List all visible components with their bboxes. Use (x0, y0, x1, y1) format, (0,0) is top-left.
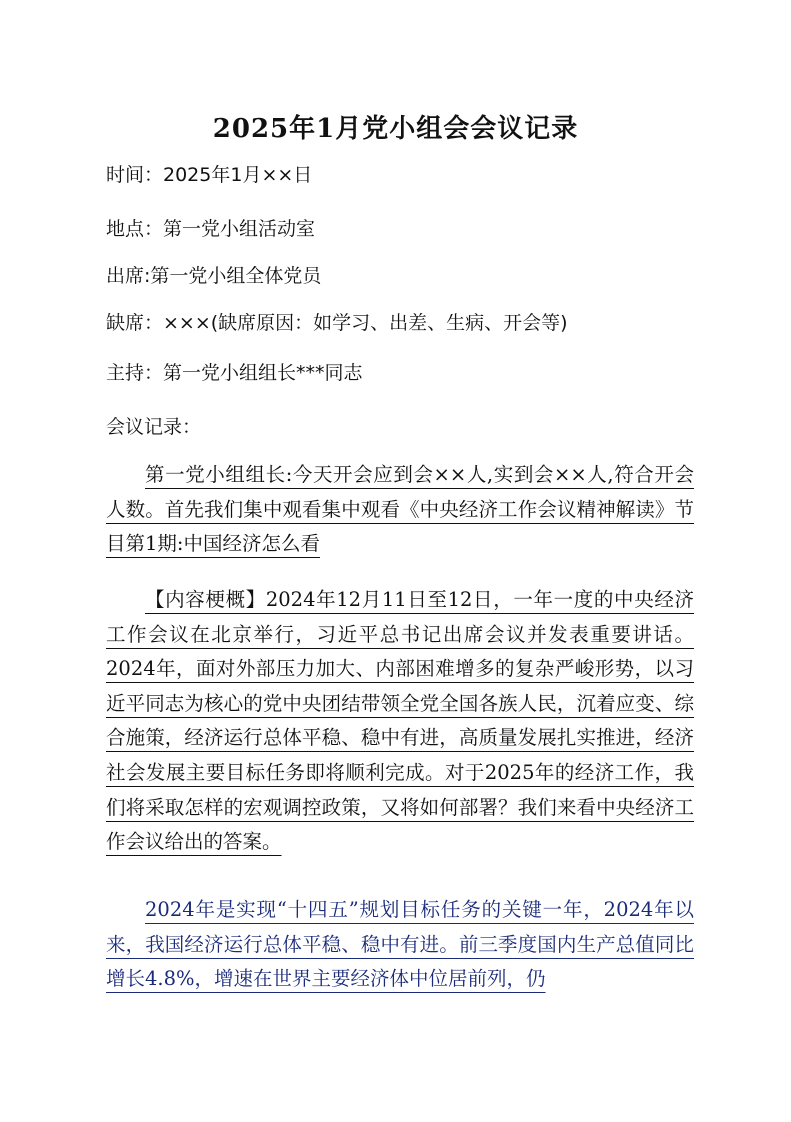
meeting-host: 主持：第一党小组组长***同志 (106, 362, 363, 384)
paragraph-opening (106, 458, 694, 562)
paragraph-economy (106, 893, 694, 997)
meeting-absent: 缺席：×××(缺席原因：如学习、出差、生病、开会等) (106, 312, 568, 334)
paragraph-economy-text: 2024年是实现“十四五”规划目标任务的关键一年，2024年以来，我国经济运行总体平稳、稳中有进。前三季度国内生产总值同比增长4.8%，增速在世界主要经济体中位居前列，仍 (106, 898, 694, 991)
meeting-time: 时间：2025年1月××日 (106, 164, 313, 186)
meeting-place: 地点：第一党小组活动室 (106, 218, 316, 240)
paragraph-opening-text: 第一党小组组长:今天开会应到会××人,实到会××人,符合开会人数。首先我们集中观看集中观看《中央经济工作会议精神解读》节目第1期:中国经济怎么看 (106, 463, 694, 556)
meeting-attendees: 出席:第一党小组全体党员 (106, 265, 322, 287)
paragraph-summary-text: 【内容梗概】2024年12月11日至12日，一年一度的中央经济工作会议在北京举行，习近平总书记出席会议并发表重要讲话。2024年，面对外部压力加大、内部困难增多的复杂严峻形势，以习近平同志为核心的党中央团结带领全党全国各族人民，沉着应变、综合施策，经济运行总体平稳、稳中有进，高质量发展扎实推进，经济社会发展主要目标任务即将顺利完成。对于2025年的经济工作，我们将采取怎样的宏观调控政策，又将如何部署？我们来看中央经济工作会议给出的答案。 (106, 588, 694, 854)
record-label: 会议记录： (106, 416, 202, 438)
paragraph-summary (106, 583, 694, 860)
document-title: 2025年1月党小组会会议记录 (212, 114, 579, 144)
